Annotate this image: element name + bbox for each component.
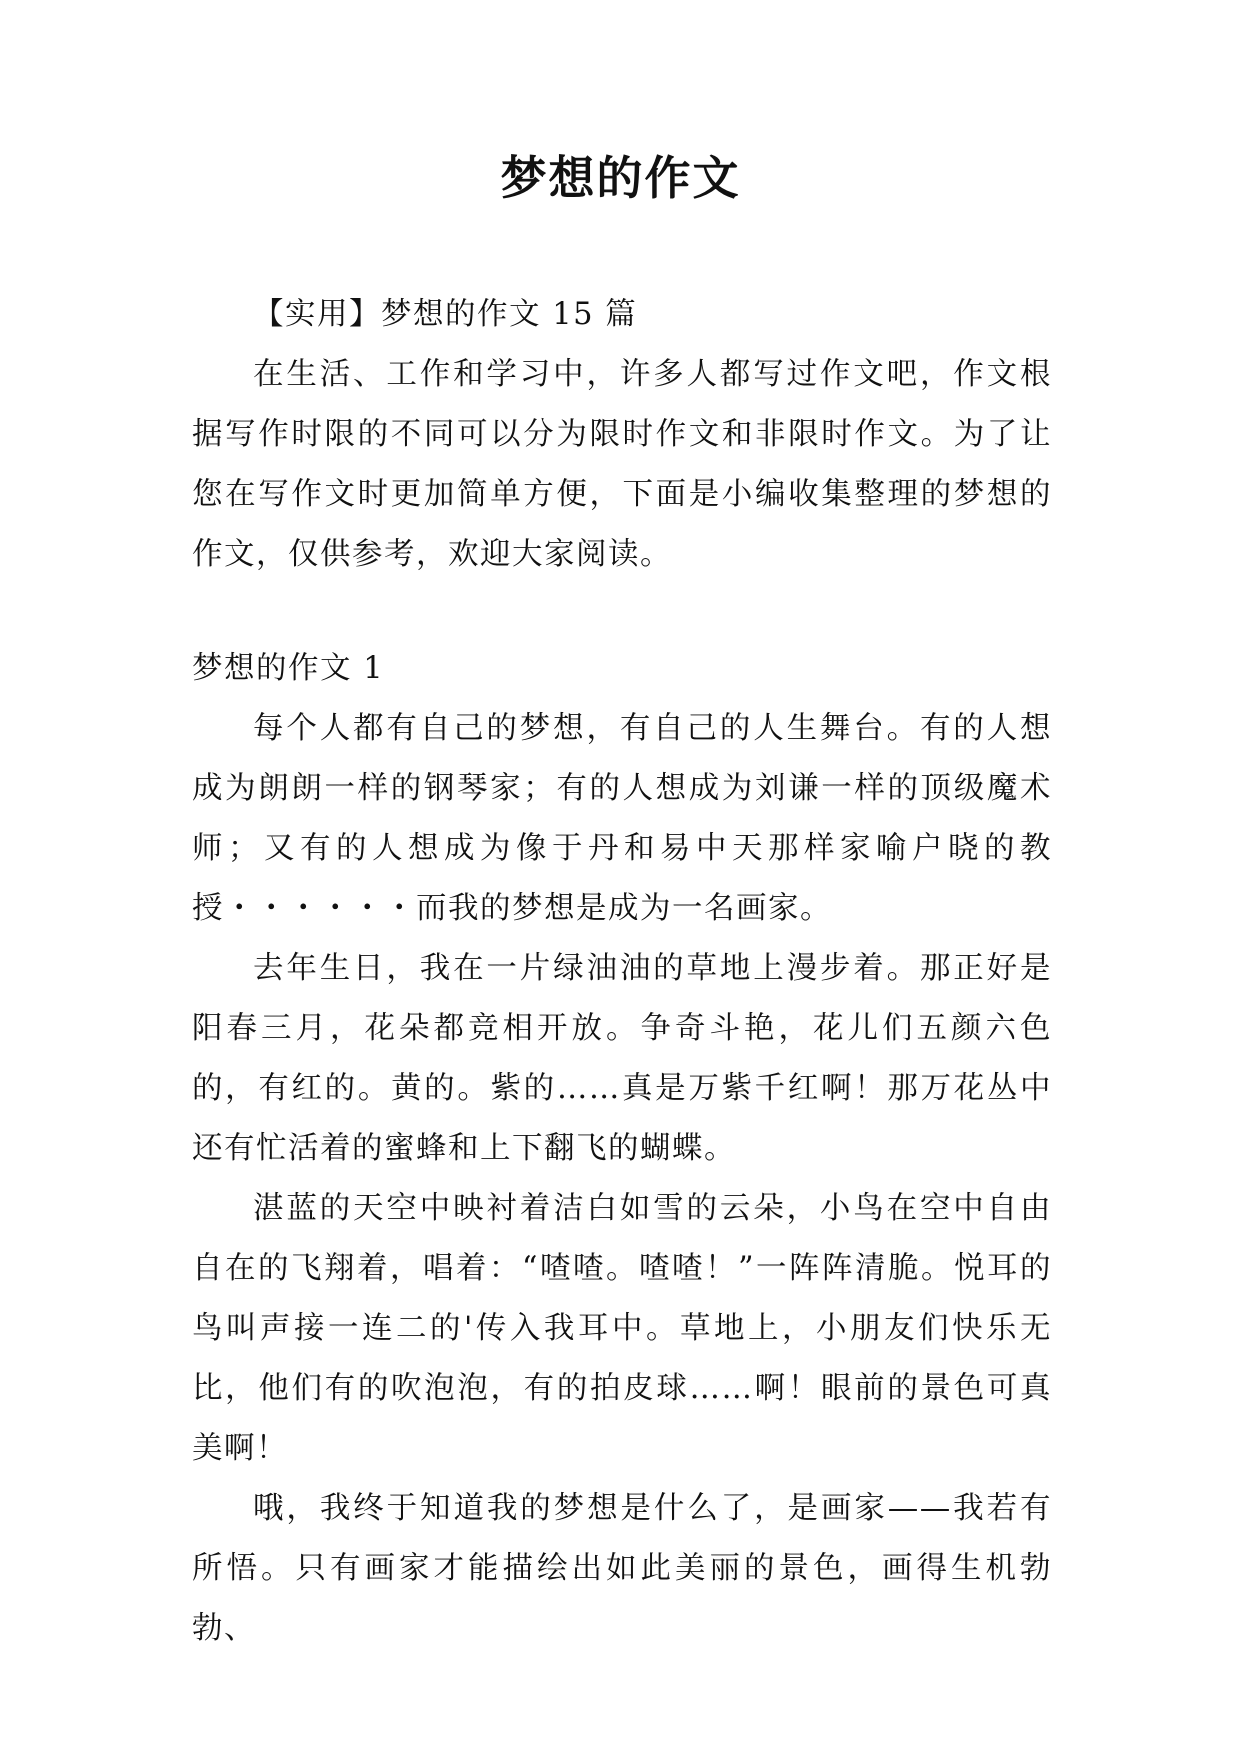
body-paragraph: 去年生日，我在一片绿油油的草地上漫步着。那正好是阳春三月，花朵都竞相开放。争奇斗艳，花儿们五颜六色的，有红的。黄的。紫的……真是万紫千红啊！那万花丛中还有忙活着的蜜蜂和上下翻飞的蝴蝶。: [192, 951, 1052, 1166]
body-paragraph: 哦，我终于知道我的梦想是什么了，是画家——我若有所悟。只有画家才能描绘出如此美丽的景色，画得生机勃勃、: [192, 1491, 1052, 1646]
section-gap: [192, 585, 1052, 639]
document-title: 梦想的作文: [500, 151, 741, 205]
body-paragraph: 每个人都有自己的梦想，有自己的人生舞台。有的人想成为朗朗一样的钢琴家；有的人想成为刘谦一样的顶级魔术师；又有的人想成为像于丹和易中天那样家喻户晓的教授・・・・・・而我的梦想是成为一名画家。: [192, 711, 1052, 926]
section-heading: 梦想的作文 1: [192, 651, 385, 686]
document-subtitle: 【实用】梦想的作文 15 篇: [253, 297, 638, 332]
intro-paragraph: 在生活、工作和学习中，许多人都写过作文吧，作文根据写作时限的不同可以分为限时作文和非限时作文。为了让您在写作文时更加简单方便，下面是小编收集整理的梦想的作文，仅供参考，欢迎大家阅读。: [192, 357, 1052, 572]
document-body: [192, 285, 1052, 1659]
body-paragraph: 湛蓝的天空中映衬着洁白如雪的云朵，小鸟在空中自由自在的飞翔着，唱着：“喳喳。喳喳！”一阵阵清脆。悦耳的鸟叫声接一连二的'传入我耳中。草地上，小朋友们快乐无比，他们有的吹泡泡，有的拍皮球……啊！眼前的景色可真美啊！: [192, 1191, 1052, 1466]
